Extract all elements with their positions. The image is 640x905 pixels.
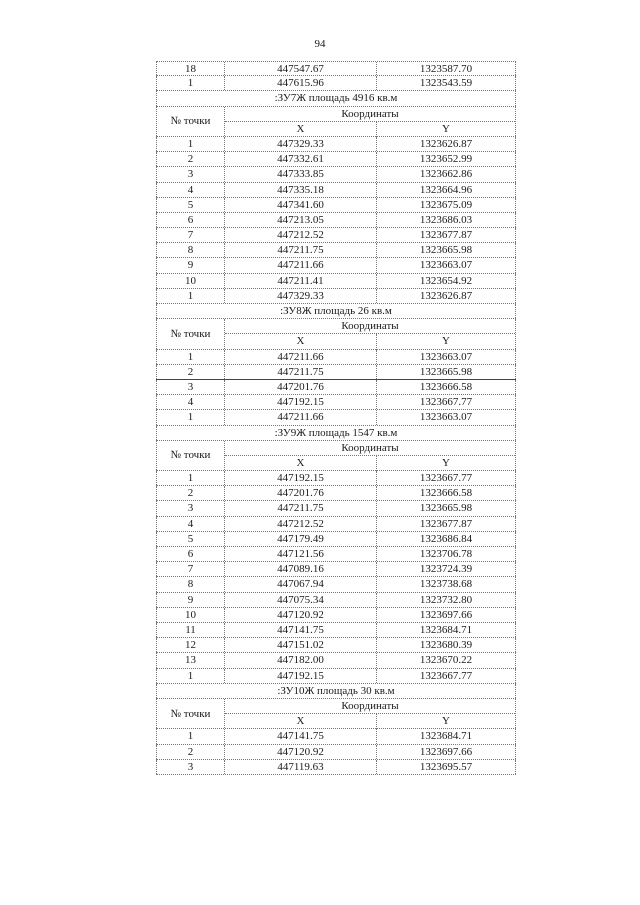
table-row	[156, 289, 516, 304]
header-coordinates: Координаты	[225, 319, 515, 334]
y-coordinate-cell: 1323663.07	[376, 258, 516, 272]
x-coordinate-cell: 447151.02	[224, 638, 376, 652]
header-point-number: № точки	[156, 319, 224, 348]
x-coordinate-cell: 447213.05	[224, 213, 376, 227]
header-point-number: № точки	[156, 107, 224, 136]
header-coordinates-group	[224, 107, 516, 136]
x-coordinate-cell: 447192.15	[224, 669, 376, 683]
x-coordinate-cell: 447211.66	[224, 410, 376, 424]
section-title-row	[156, 684, 516, 699]
point-number-cell: 7	[156, 228, 224, 242]
y-coordinate-cell: 1323543.59	[376, 76, 516, 90]
x-coordinate-cell: 447329.33	[224, 289, 376, 303]
point-number-cell: 6	[156, 547, 224, 561]
section-title-row	[156, 304, 516, 319]
header-y: Y	[376, 334, 515, 349]
y-coordinate-cell: 1323677.87	[376, 228, 516, 242]
y-coordinate-cell: 1323677.87	[376, 517, 516, 531]
table-row	[156, 669, 516, 684]
table-row	[156, 243, 516, 258]
header-xy-row	[225, 122, 515, 137]
x-coordinate-cell: 447211.75	[224, 243, 376, 257]
header-coordinates-group	[224, 699, 516, 728]
x-coordinate-cell: 447547.67	[224, 62, 376, 75]
section-title-row	[156, 426, 516, 441]
table-row	[156, 228, 516, 243]
table-row	[156, 76, 516, 91]
page-number: 94	[314, 38, 326, 50]
x-coordinate-cell: 447192.15	[224, 395, 376, 409]
y-coordinate-cell: 1323686.84	[376, 532, 516, 546]
y-coordinate-cell: 1323697.66	[376, 608, 516, 622]
table-row	[156, 532, 516, 547]
section-title: :ЗУ10Ж площадь 30 кв.м	[156, 684, 516, 698]
x-coordinate-cell: 447119.63	[224, 760, 376, 774]
point-number-cell: 3	[156, 380, 224, 394]
table-row	[156, 760, 516, 775]
section-title: :ЗУ8Ж площадь 26 кв.м	[156, 304, 516, 318]
y-coordinate-cell: 1323684.71	[376, 623, 516, 637]
x-coordinate-cell: 447333.85	[224, 167, 376, 181]
table-header	[156, 319, 516, 349]
y-coordinate-cell: 1323738.68	[376, 577, 516, 591]
x-coordinate-cell: 447089.16	[224, 562, 376, 576]
point-number-cell: 4	[156, 395, 224, 409]
section-title: :ЗУ9Ж площадь 1547 кв.м	[156, 426, 516, 440]
y-coordinate-cell: 1323667.77	[376, 471, 516, 485]
x-coordinate-cell: 447067.94	[224, 577, 376, 591]
table-row	[156, 395, 516, 410]
y-coordinate-cell: 1323670.22	[376, 653, 516, 667]
y-coordinate-cell: 1323695.57	[376, 760, 516, 774]
table-header	[156, 107, 516, 137]
table-row	[156, 623, 516, 638]
table-row	[156, 577, 516, 592]
point-number-cell: 1	[156, 350, 224, 364]
point-number-cell: 1	[156, 471, 224, 485]
x-coordinate-cell: 447120.92	[224, 745, 376, 759]
y-coordinate-cell: 1323666.58	[376, 486, 516, 500]
y-coordinate-cell: 1323724.39	[376, 562, 516, 576]
point-number-cell: 1	[156, 289, 224, 303]
section-title-row	[156, 91, 516, 106]
table-row	[156, 350, 516, 365]
table-row	[156, 213, 516, 228]
x-coordinate-cell: 447335.18	[224, 183, 376, 197]
point-number-cell: 1	[156, 137, 224, 151]
y-coordinate-cell: 1323675.09	[376, 198, 516, 212]
point-number-cell: 1	[156, 669, 224, 683]
x-coordinate-cell: 447201.76	[224, 380, 376, 394]
x-coordinate-cell: 447329.33	[224, 137, 376, 151]
x-coordinate-cell: 447141.75	[224, 729, 376, 743]
y-coordinate-cell: 1323732.80	[376, 593, 516, 607]
y-coordinate-cell: 1323665.98	[376, 243, 516, 257]
y-coordinate-cell: 1323662.86	[376, 167, 516, 181]
header-coordinates: Координаты	[225, 107, 515, 122]
y-coordinate-cell: 1323626.87	[376, 137, 516, 151]
header-x: X	[296, 456, 305, 469]
table-row	[156, 471, 516, 486]
point-number-cell: 5	[156, 532, 224, 546]
header-xy-row	[225, 334, 515, 349]
x-coordinate-cell: 447341.60	[224, 198, 376, 212]
y-coordinate-cell: 1323665.98	[376, 365, 516, 379]
x-coordinate-cell: 447121.56	[224, 547, 376, 561]
x-coordinate-cell: 447211.75	[224, 365, 376, 379]
x-coordinate-cell: 447182.00	[224, 653, 376, 667]
x-coordinate-cell: 447211.66	[224, 350, 376, 364]
table-row	[156, 593, 516, 608]
y-coordinate-cell: 1323663.07	[376, 350, 516, 364]
point-number-cell: 2	[156, 486, 224, 500]
table-row	[156, 638, 516, 653]
point-number-cell: 18	[156, 62, 224, 75]
y-coordinate-cell: 1323684.71	[376, 729, 516, 743]
point-number-cell: 13	[156, 653, 224, 667]
table-row	[156, 486, 516, 501]
point-number-cell: 3	[156, 760, 224, 774]
y-coordinate-cell: 1323697.66	[376, 745, 516, 759]
x-coordinate-cell: 447212.52	[224, 517, 376, 531]
table-row	[156, 274, 516, 289]
point-number-cell: 2	[156, 152, 224, 166]
header-y: Y	[376, 714, 515, 729]
table-row	[156, 152, 516, 167]
point-number-cell: 4	[156, 517, 224, 531]
header-y: Y	[376, 456, 515, 471]
x-coordinate-cell: 447201.76	[224, 486, 376, 500]
x-coordinate-cell: 447179.49	[224, 532, 376, 546]
y-coordinate-cell: 1323652.99	[376, 152, 516, 166]
y-coordinate-cell: 1323664.96	[376, 183, 516, 197]
point-number-cell: 7	[156, 562, 224, 576]
table-row	[156, 365, 516, 380]
header-y: Y	[376, 122, 515, 137]
x-coordinate-cell: 447075.34	[224, 593, 376, 607]
point-number-cell: 1	[156, 729, 224, 743]
point-number-cell: 10	[156, 274, 224, 288]
section-title: :ЗУ7Ж площадь 4916 кв.м	[156, 91, 516, 105]
header-coordinates: Координаты	[225, 441, 515, 456]
point-number-cell: 2	[156, 745, 224, 759]
table-row	[156, 198, 516, 213]
table-header	[156, 441, 516, 471]
header-point-number: № точки	[156, 699, 224, 728]
point-number-cell: 8	[156, 243, 224, 257]
y-coordinate-cell: 1323654.92	[376, 274, 516, 288]
table-row	[156, 562, 516, 577]
header-xy-row	[225, 456, 515, 471]
y-coordinate-cell: 1323680.39	[376, 638, 516, 652]
header-coordinates: Координаты	[225, 699, 515, 714]
header-coordinates-group	[224, 319, 516, 348]
header-xy-row	[225, 714, 515, 729]
table-row	[156, 501, 516, 516]
point-number-cell: 9	[156, 258, 224, 272]
table-row	[156, 380, 516, 395]
point-number-cell: 10	[156, 608, 224, 622]
y-coordinate-cell: 1323667.77	[376, 395, 516, 409]
table-row	[156, 729, 516, 744]
x-coordinate-cell: 447120.92	[224, 608, 376, 622]
y-coordinate-cell: 1323686.03	[376, 213, 516, 227]
table-row	[156, 745, 516, 760]
table-row	[156, 653, 516, 668]
y-coordinate-cell: 1323665.98	[376, 501, 516, 515]
x-coordinate-cell: 447332.61	[224, 152, 376, 166]
header-x: X	[296, 335, 305, 348]
x-coordinate-cell: 447211.41	[224, 274, 376, 288]
table-row	[156, 167, 516, 182]
point-number-cell: 1	[156, 76, 224, 90]
table-row	[156, 608, 516, 623]
x-coordinate-cell: 447141.75	[224, 623, 376, 637]
point-number-cell: 12	[156, 638, 224, 652]
point-number-cell: 8	[156, 577, 224, 591]
table-row	[156, 183, 516, 198]
point-number-cell: 3	[156, 167, 224, 181]
point-number-cell: 4	[156, 183, 224, 197]
y-coordinate-cell: 1323666.58	[376, 380, 516, 394]
point-number-cell: 5	[156, 198, 224, 212]
table-row	[156, 258, 516, 273]
table-row	[156, 137, 516, 152]
header-x: X	[296, 715, 305, 728]
y-coordinate-cell: 1323667.77	[376, 669, 516, 683]
y-coordinate-cell: 1323587.70	[376, 62, 516, 75]
point-number-cell: 2	[156, 365, 224, 379]
header-x: X	[296, 122, 305, 135]
coordinates-table	[156, 61, 516, 775]
header-coordinates-group	[224, 441, 516, 470]
point-number-cell: 1	[156, 410, 224, 424]
x-coordinate-cell: 447211.75	[224, 501, 376, 515]
table-row	[156, 547, 516, 562]
table-row	[156, 61, 516, 76]
point-number-cell: 9	[156, 593, 224, 607]
table-row	[156, 410, 516, 425]
point-number-cell: 11	[156, 623, 224, 637]
y-coordinate-cell: 1323626.87	[376, 289, 516, 303]
point-number-cell: 6	[156, 213, 224, 227]
y-coordinate-cell: 1323663.07	[376, 410, 516, 424]
table-row	[156, 517, 516, 532]
y-coordinate-cell: 1323706.78	[376, 547, 516, 561]
x-coordinate-cell: 447615.96	[224, 76, 376, 90]
x-coordinate-cell: 447212.52	[224, 228, 376, 242]
table-header	[156, 699, 516, 729]
point-number-cell: 3	[156, 501, 224, 515]
x-coordinate-cell: 447211.66	[224, 258, 376, 272]
header-point-number: № точки	[156, 441, 224, 470]
x-coordinate-cell: 447192.15	[224, 471, 376, 485]
